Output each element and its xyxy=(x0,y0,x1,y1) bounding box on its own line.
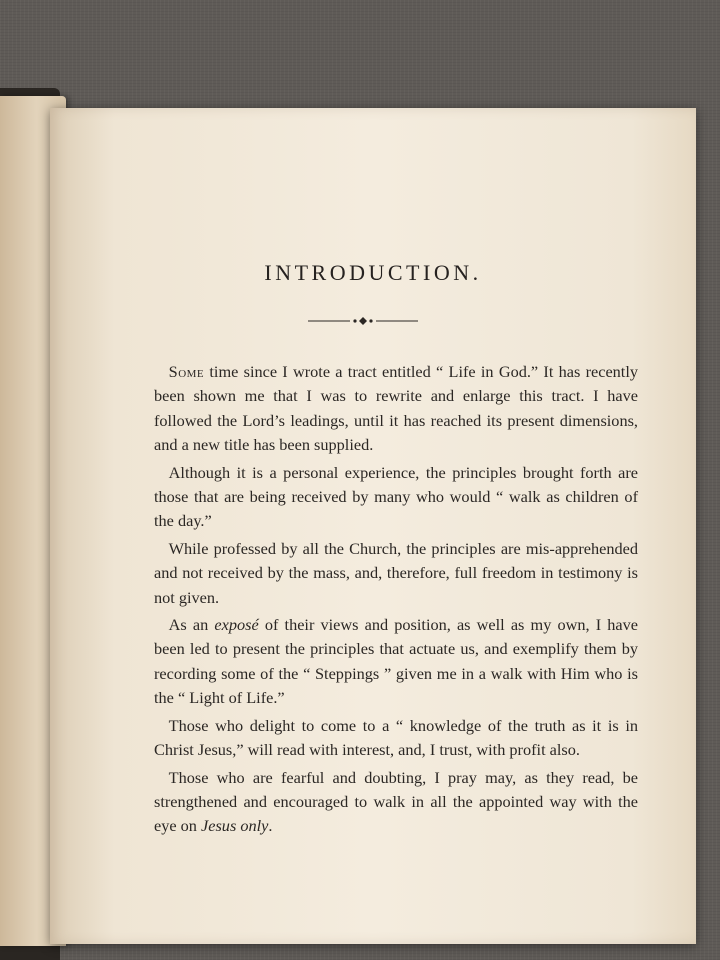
paragraph-4-before: As an xyxy=(168,615,215,635)
paragraph-5: Those who delight to come to a “ knowledge of the truth as it is in Christ Jesus,” will read with interest, and, I trust, with profit also. xyxy=(154,715,638,760)
ornament-rule-icon xyxy=(308,315,418,327)
paragraph-1 xyxy=(154,360,638,458)
paragraph-1-text: time since I wrote a tract entitled “ Life in God.” It has recently been shown me that I was to rewrite and enlarge this tract. I have followed the Lord’s leadings, until it has reached its present dimensions, and a new title has been supplied. xyxy=(154,362,638,455)
paragraph-4-italic: exposé xyxy=(214,615,259,635)
paragraph-4 xyxy=(154,613,638,711)
paragraph-6-italic: Jesus only xyxy=(201,816,269,836)
paragraph-3: While professed by all the Church, the principles are mis-apprehended and not received by the mass, and, therefore, full freedom in testimony is not given. xyxy=(154,538,638,607)
paragraph-lead-smallcaps: Some xyxy=(168,362,205,381)
page-title: INTRODUCTION. xyxy=(264,260,482,285)
paragraph-2: Although it is a personal experience, the principles brought forth are those that are being received by many who would “ walk as children of the day.” xyxy=(154,462,638,531)
paragraph-4-after: of their views and position, as well as my own, I have been led to present the principles that actuate us, and exemplify them by recording some of the “ Steppings ” given me in a walk with Him who is the “ Light of Life.” xyxy=(154,615,639,708)
paragraph-6-before: Those who are fearful and doubting, I pray may, as they read, be strengthened and encouraged to walk in all the appointed way with the eye on xyxy=(154,767,638,836)
paragraph-6-after: . xyxy=(268,816,273,836)
introduction-text xyxy=(154,360,638,842)
book-page xyxy=(50,108,696,944)
paragraph-6 xyxy=(154,766,638,839)
